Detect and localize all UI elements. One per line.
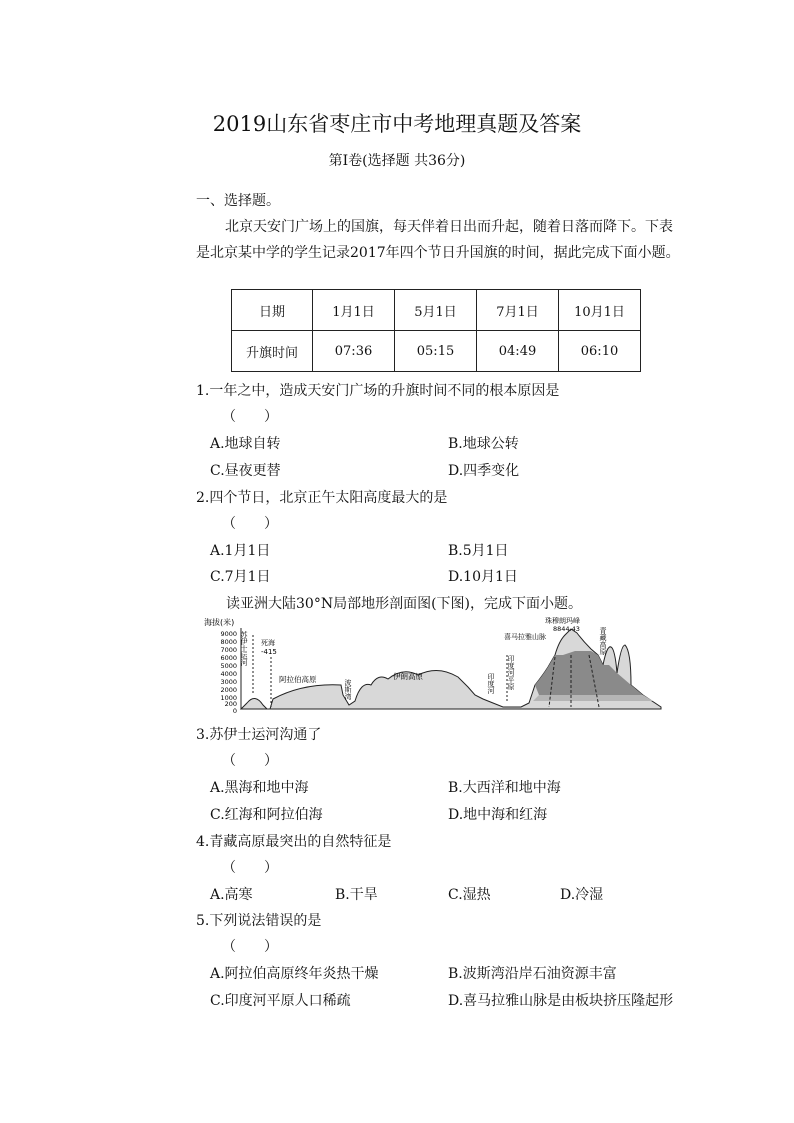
y-tick: 6000 [220,654,237,662]
y-tick: 4000 [220,670,237,678]
question-4-option-b: B.干旱 [335,887,378,903]
arabian-plateau-label: 阿拉伯高原 [279,675,317,684]
question-1-option-c: C.昼夜更替 [210,463,281,479]
tibetan-plateau-label: 青藏高原 [599,627,607,655]
himalaya-label: 喜马拉雅山脉 [504,633,546,641]
table-cell: 07:36 [313,331,395,372]
y-axis-label: 海拔(米) [204,618,235,627]
question-1-option-a: A.地球自转 [210,436,281,452]
y-tick: 7000 [220,646,237,654]
question-3-option-b: B.大西洋和地中海 [448,780,561,796]
question-5-option-c: C.印度河平原人口稀疏 [210,993,351,1009]
question-1-option-d: D.四季变化 [448,463,520,479]
table-cell: 5月1日 [395,290,477,331]
question-2-option-d: D.10月1日 [448,569,518,585]
indus-plain-label: 印度河平原 [507,655,515,690]
section-subtitle: 第Ⅰ卷(选择题 共36分) [328,153,466,169]
table-cell: 升旗时间 [232,331,313,372]
question-1-answer-blank: （ ） [222,409,278,425]
question-3-stem: 3.苏伊士运河沟通了 [196,727,322,743]
question-1-stem: 1.一年之中，造成天安门广场的升旗时间不同的根本原因是 [196,383,560,399]
section-heading: 一、选择题。 [196,193,280,209]
intro-line-1: 北京天安门广场上的国旗，每天伴着日出而升起，随着日落而降下。下表 [225,219,673,235]
suez-canal-label: 苏伊士运河 [240,631,248,666]
question-2-option-a: A.1月1日 [210,543,271,559]
y-tick: 1000 [220,694,237,702]
question-3-option-a: A.黑海和地中海 [210,780,309,796]
question-1-option-b: B.地球公转 [448,436,519,452]
y-tick: 3000 [220,678,237,686]
question-2-option-c: C.7月1日 [210,569,271,585]
y-tick: 2000 [220,686,237,694]
page-title: 2019山东省枣庄市中考地理真题及答案 [212,112,582,136]
terrain-profile-figure [203,615,663,715]
persian-gulf-label: 波斯湾 [344,679,352,700]
table-cell: 1月1日 [313,290,395,331]
question-5-option-b: B.波斯湾沿岸石油资源丰富 [448,966,617,982]
flag-raising-table [231,289,641,372]
intro-line-2: 是北京某中学的学生记录2017年四个节日升国旗的时间，据此完成下面小题。 [196,245,680,261]
question-3-answer-blank: （ ） [222,753,278,769]
table-header-row [232,290,641,331]
plateau-shading [533,695,653,701]
y-tick: 5000 [220,662,237,670]
question-3-option-c: C.红海和阿拉伯海 [210,807,323,823]
table-cell: 05:15 [395,331,477,372]
table-cell: 04:49 [477,331,559,372]
question-2-answer-blank: （ ） [222,516,278,532]
question-2-stem: 2.四个节日，北京正午太阳高度最大的是 [196,490,448,506]
question-2-option-b: B.5月1日 [448,543,509,559]
table-cell: 7月1日 [477,290,559,331]
question-3-option-d: D.地中海和红海 [448,807,548,823]
y-tick: 8000 [220,638,237,646]
table-cell: 06:10 [559,331,641,372]
question-4-option-a: A.高寒 [210,887,253,903]
question-4-option-c: C.湿热 [448,887,491,903]
question-4-answer-blank: （ ） [222,860,278,876]
question-5-option-a: A.阿拉伯高原终年炎热干燥 [210,966,379,982]
question-4-option-d: D.冷湿 [560,887,604,903]
everest-label: 珠穆朗玛峰 [545,617,580,625]
dead-sea-elevation: -415 [261,648,277,656]
question-5-stem: 5.下列说法错误的是 [196,913,322,929]
question-5-answer-blank: （ ） [222,939,278,955]
everest-elevation: 8844.43 [553,625,580,633]
dead-sea-label: 死海 [261,639,275,647]
question-5-option-d: D.喜马拉雅山脉是由板块挤压隆起形 [448,993,674,1009]
y-tick: 0 [232,707,237,715]
y-tick: 200 [224,700,237,708]
question-4-stem: 4.青藏高原最突出的自然特征是 [196,834,392,850]
indus-river-label: 印度河 [487,673,495,694]
y-tick: 9000 [220,630,237,638]
table-row [232,331,641,372]
iranian-plateau-label: 伊朗高原 [393,672,423,681]
table-cell: 10月1日 [559,290,641,331]
table-cell: 日期 [232,290,313,331]
figure-intro: 读亚洲大陆30°N局部地形剖面图(下图)，完成下面小题。 [226,596,582,612]
